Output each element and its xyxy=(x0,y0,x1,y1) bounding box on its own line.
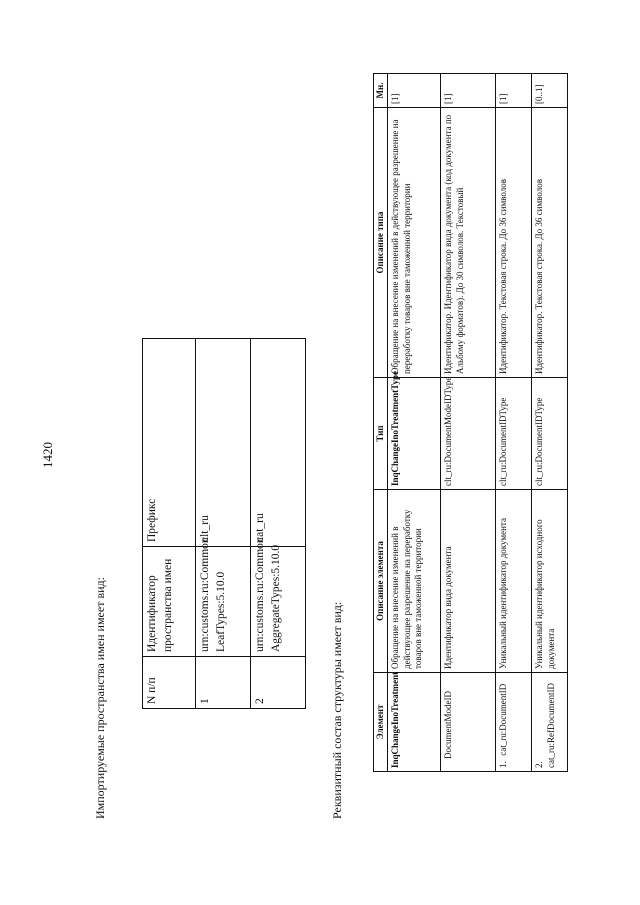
req-cell-element: InqChangeInoTreatment xyxy=(388,673,441,772)
req-cell-element: cat_ru:DocumentID xyxy=(498,683,509,756)
req-cell-index: 2. xyxy=(534,761,545,768)
ns-header-id: Идентификатор пространства имен xyxy=(143,547,196,657)
table-row xyxy=(196,339,251,709)
req-cell-desc: Уникальный идентификатор документа xyxy=(496,490,532,673)
req-header-element: Элемент xyxy=(374,673,388,772)
structure-intro: Реквизитный состав структуры имеет вид: xyxy=(330,601,344,819)
requisites-header-row xyxy=(374,74,388,772)
req-cell-mult: [1] xyxy=(441,74,496,108)
ns-cell-prefix: clt_ru xyxy=(196,339,251,547)
namespaces-intro: Импортируемые пространства имен имеет вид: xyxy=(93,577,107,819)
namespaces-header-row xyxy=(143,339,196,709)
req-cell-desc: Обращение на внесение изменений в действующее разрешение на переработку товаров вне таможенной территории xyxy=(388,490,441,673)
req-cell-type-desc: Идентификатор. Текстовая строка. До 36 символов xyxy=(496,108,532,378)
req-cell-element: cat_ru:RefDocumentID xyxy=(545,683,556,768)
page-number: 1420 xyxy=(40,442,55,468)
req-header-type: Тип xyxy=(374,378,388,490)
req-cell-mult: [1] xyxy=(496,74,532,108)
ns-cell-num: 2 xyxy=(251,657,306,709)
req-cell-type: clt_ru:DocumentModeIDType xyxy=(441,378,496,490)
req-cell-element: DocumentModeID xyxy=(441,673,496,772)
req-cell-type: InqChangeInoTreatmentType xyxy=(388,378,441,490)
table-row xyxy=(388,74,441,772)
ns-cell-num: 1 xyxy=(196,657,251,709)
req-header-desc: Описание элемента xyxy=(374,490,388,673)
req-cell-mult: [1] xyxy=(388,74,441,108)
table-row xyxy=(251,339,306,709)
req-cell-type: clt_ru:DocumentIDType xyxy=(496,378,532,490)
req-cell-index: 1. xyxy=(498,761,509,768)
req-cell-type: clt_ru:DocumentIDType xyxy=(532,378,568,490)
req-cell-mult: [0..1] xyxy=(532,74,568,108)
ns-header-prefix: Префикс xyxy=(143,339,196,547)
table-row xyxy=(441,74,496,772)
table-row xyxy=(496,74,532,772)
req-header-mult: Мн. xyxy=(374,74,388,108)
namespaces-table xyxy=(142,338,306,709)
req-cell-desc: Идентификатор вида документа xyxy=(441,490,496,673)
ns-cell-id: urn:customs.ru:Common LeafTypes:5.10.0 xyxy=(196,547,251,657)
ns-cell-prefix: cat_ru xyxy=(251,339,306,547)
requisites-table xyxy=(373,73,568,772)
req-cell-type-desc: Идентификатор. Идентификатор вида документа (код документа по Альбому форматов). До 30 символов. Текстовый xyxy=(441,108,496,378)
req-header-type-desc: Описание типа xyxy=(374,108,388,378)
req-cell-element-wrap xyxy=(496,673,532,772)
req-cell-desc: Уникальный идентификатор исходного документа xyxy=(532,490,568,673)
req-cell-type-desc: Обращение на внесение изменений в действующее разрешение на переработку товаров вне таможенной территории xyxy=(388,108,441,378)
ns-cell-id: urn:customs.ru:Common AggregateTypes:5.10.0 xyxy=(251,547,306,657)
req-cell-type-desc: Идентификатор. Текстовая строка. До 36 символов xyxy=(532,108,568,378)
ns-header-num: N п/п xyxy=(143,657,196,709)
table-row xyxy=(532,74,568,772)
req-cell-element-wrap xyxy=(532,673,568,772)
